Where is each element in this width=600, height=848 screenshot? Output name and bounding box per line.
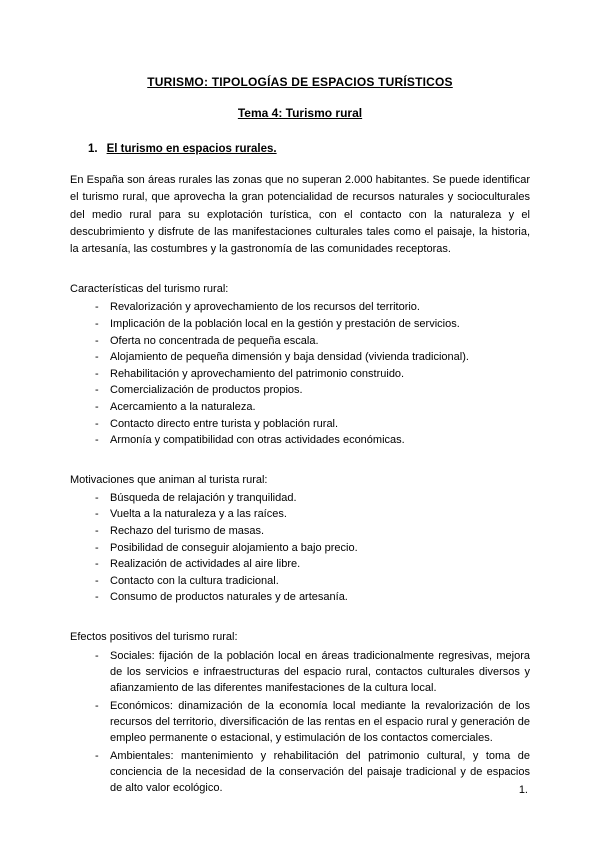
intro-paragraph: En España son áreas rurales las zonas que no superan 2.000 habitantes. Se puede identificar el turismo rural, que aprovecha la gran potencialidad de recursos naturales y socioculturales del medio rural para su explotación turística, con el contacto con la naturaleza y el descubrimiento y disfrute de las manifestaciones culturales tales como el paisaje, la historia, la artesanía, las costumbres y la gastronomía de las comunidades receptoras.: [70, 174, 530, 256]
list-item-text: Económicos: dinamización de la economía local mediante la revalorización de los recursos del territorio, diversificación de las rentas en el espacio rural y generación de empleo permanente o estacional, y estimulación de los contactos comerciales.: [110, 700, 530, 745]
list-heading-motivaciones: Motivaciones que animan al turista rural:: [70, 473, 268, 486]
dash-bullet: -: [95, 317, 99, 330]
dash-bullet: -: [95, 367, 99, 380]
document-subtitle: Tema 4: Turismo rural: [237, 106, 363, 120]
list-item-text: Oferta no concentrada de pequeña escala.: [110, 334, 319, 347]
list-item-text: Rechazo del turismo de masas.: [110, 525, 265, 538]
list-item: [70, 300, 530, 316]
dash-bullet: -: [95, 574, 99, 587]
dash-bullet: -: [95, 541, 99, 554]
list-item: [70, 557, 530, 573]
dash-bullet: -: [95, 351, 99, 364]
list-item: [70, 350, 530, 366]
list-item: [70, 433, 530, 449]
list-heading-efectos: Efectos positivos del turismo rural:: [70, 631, 238, 644]
list-item: [70, 400, 530, 416]
page-number: 1.: [518, 784, 528, 796]
section-heading-text: El turismo en espacios rurales.: [106, 143, 277, 155]
dash-bullet: -: [95, 491, 99, 504]
list-item: [70, 648, 530, 696]
bullet-list-caracteristicas: [70, 300, 530, 448]
list-item-text: Armonía y compatibilidad con otras actividades económicas.: [110, 434, 405, 447]
section-heading-number: 1.: [88, 143, 98, 155]
list-item-text: Rehabilitación y aprovechamiento del patrimonio construido.: [110, 367, 405, 380]
bullet-list-efectos: [70, 648, 530, 796]
list-item: [70, 698, 530, 746]
list-item: [70, 574, 530, 590]
list-item-text: Comercialización de productos propios.: [110, 384, 303, 397]
list-item-text: Revalorización y aprovechamiento de los recursos del territorio.: [110, 301, 420, 314]
list-item: [70, 317, 530, 333]
list-item: [70, 541, 530, 557]
list-item: [70, 383, 530, 399]
dash-bullet: -: [95, 650, 99, 663]
dash-bullet: -: [95, 750, 99, 763]
dash-bullet: -: [95, 417, 99, 430]
list-item-text: Contacto con la cultura tradicional.: [110, 574, 279, 587]
list-item: [70, 507, 530, 523]
dash-bullet: -: [95, 301, 99, 314]
list-item-text: Realización de actividades al aire libre.: [110, 558, 301, 571]
list-item-text: Contacto directo entre turista y población rural.: [110, 417, 339, 430]
section-heading: [88, 143, 530, 155]
list-item: [70, 524, 530, 540]
list-item-text: Consumo de productos naturales y de artesanía.: [110, 591, 348, 604]
dash-bullet: -: [95, 334, 99, 347]
dash-bullet: -: [95, 384, 99, 397]
document-title: TURISMO: TIPOLOGÍAS DE ESPACIOS TURÍSTICOS: [147, 75, 453, 89]
list-item: [70, 590, 530, 606]
list-heading-caracteristicas: Características del turismo rural:: [70, 283, 229, 296]
list-item: [70, 491, 530, 507]
dash-bullet: -: [95, 508, 99, 521]
dash-bullet: -: [95, 558, 99, 571]
list-item: [70, 367, 530, 383]
dash-bullet: -: [95, 434, 99, 447]
list-item: [70, 334, 530, 350]
list-item-text: Ambientales: mantenimiento y rehabilitación del patrimonio cultural, y toma de conciencia de la necesidad de la conservación del paisaje tradicional y de espacios de alto valor ecológico.: [110, 750, 530, 795]
list-item-text: Búsqueda de relajación y tranquilidad.: [110, 491, 297, 504]
dash-bullet: -: [95, 400, 99, 413]
dash-bullet: -: [95, 591, 99, 604]
list-item-text: Sociales: fijación de la población local en áreas tradicionalmente regresivas, mejora de los servicios e infraestructuras del espacio rural, contactos culturales diversos y afianzamiento de las diferentes manifestaciones de la cultura local.: [110, 650, 530, 695]
bullet-list-motivaciones: [70, 491, 530, 606]
list-item: [70, 417, 530, 433]
dash-bullet: -: [95, 700, 99, 713]
list-item-text: Vuelta a la naturaleza y a las raíces.: [110, 508, 287, 521]
list-item-text: Acercamiento a la naturaleza.: [110, 400, 256, 413]
list-item-text: Alojamiento de pequeña dimensión y baja densidad (vivienda tradicional).: [110, 351, 469, 364]
list-item: [70, 748, 530, 796]
dash-bullet: -: [95, 525, 99, 538]
list-item-text: Posibilidad de conseguir alojamiento a bajo precio.: [110, 541, 358, 554]
list-item-text: Implicación de la población local en la gestión y prestación de servicios.: [110, 317, 460, 330]
